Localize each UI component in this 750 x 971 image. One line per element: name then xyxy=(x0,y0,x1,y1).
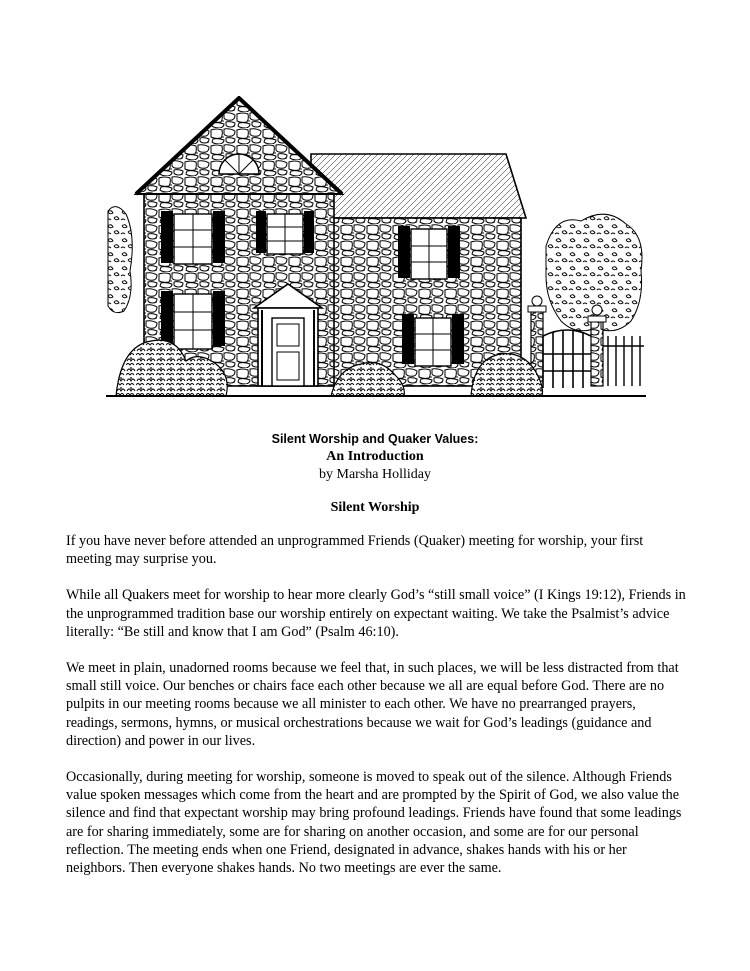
paragraph: If you have never before attended an unprogrammed Friends (Quaker) meeting for worship, your first meeting may surprise you. xyxy=(66,533,644,568)
document-subtitle: An Introduction xyxy=(326,449,424,464)
body-text xyxy=(66,532,686,895)
author-byline: by Marsha Holliday xyxy=(319,467,431,482)
house-illustration xyxy=(106,96,646,406)
paragraph: We meet in plain, unadorned rooms because we feel that, in such places, we will be less distracted from that small still voice. Our benches or chairs face each other because we all are equal before God. There are no pulpits in our meeting rooms because we all minister to each other. We have no prearranged prayers, readings, sermons, hymns, or musical orchestrations because we wait for God’s leadings (guidance and direction) and power in our lives. xyxy=(66,660,679,749)
stone-house-icon xyxy=(106,96,646,406)
paragraph: While all Quakers meet for worship to hear more clearly God’s “still small voice” (I Kings 19:12), Friends in the unprogrammed tradition base our worship entirely on expectant waiting. We take the Psalmist’s advice literally: “Be still and know that I am God” (Psalm 46:10). xyxy=(66,587,686,640)
section-heading: Silent Worship xyxy=(330,500,420,515)
document-header xyxy=(0,430,750,484)
document-title: Silent Worship and Quaker Values: xyxy=(271,432,479,446)
paragraph: Occasionally, during meeting for worship, someone is moved to speak out of the silence. Although Friends value spoken messages which come from the heart and are prompted by the Spirit of God, we also value the silence and find that expectant worship may bring profound leadings. Friends have found that some leadings are for sharing immediately, some are for sharing on another occasion, and some are for our personal reflection. The meeting ends when one Friend, designated in advance, shakes hands with his or her neighbors. Then everyone shakes hands. No two meetings are ever the same. xyxy=(66,769,682,877)
